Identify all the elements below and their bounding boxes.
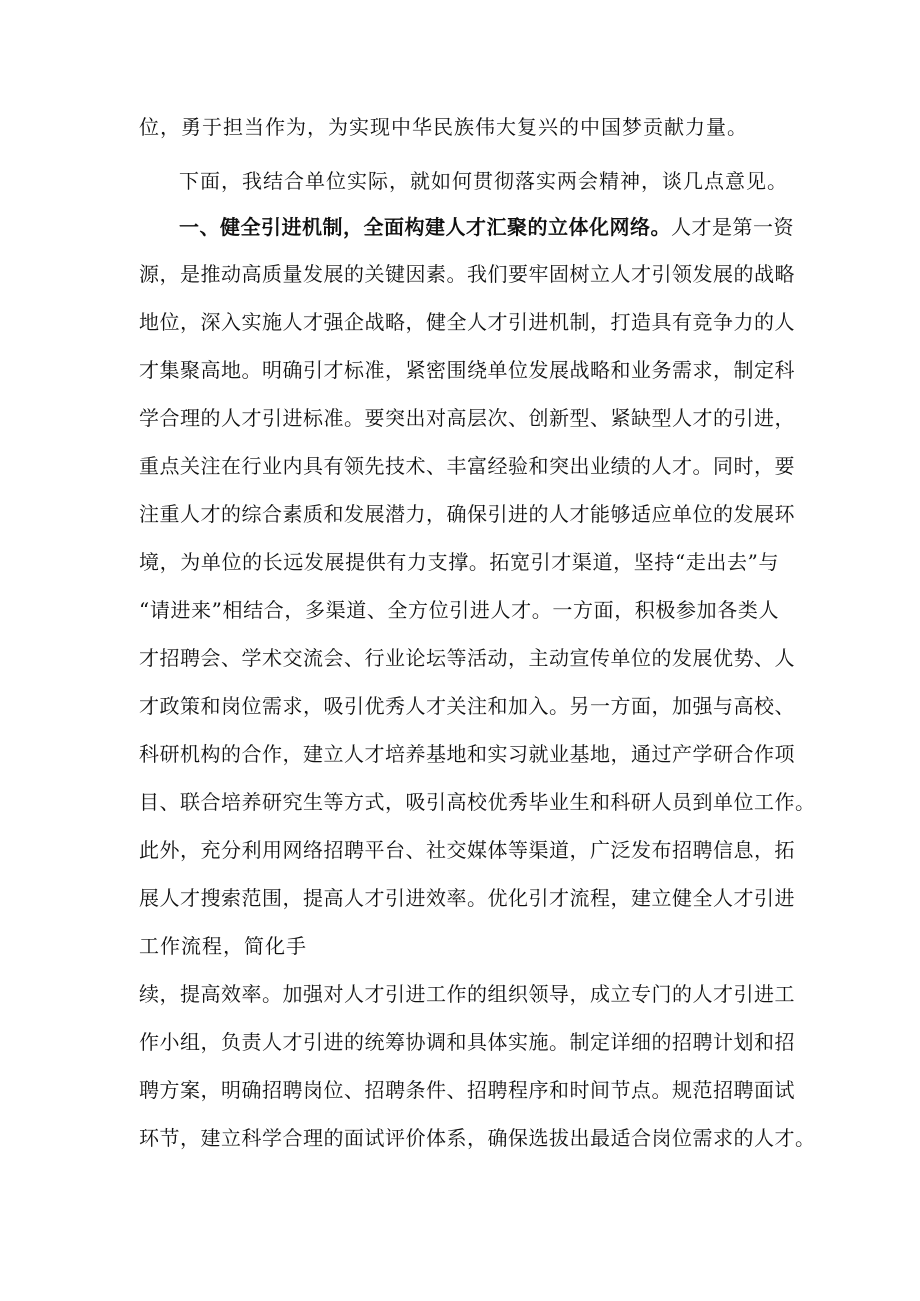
paragraph-line: 学合理的人才引进标准。要突出对高层次、创新型、紧缺型人才的引进， — [139, 406, 795, 430]
paragraph-line: 位，勇于担当作为，为实现中华民族伟大复兴的中国梦贡献力量。 — [139, 115, 748, 139]
paragraph-line: 注重人才的综合素质和发展潜力，确保引进的人才能够适应单位的发展环 — [139, 502, 795, 526]
paragraph-line — [179, 204, 794, 250]
paragraph-line: 聘方案，明确招聘岗位、招聘条件、招聘程序和时间节点。规范招聘面试 — [139, 1078, 795, 1102]
paragraph-line: 地位，深入实施人才强企战略，健全人才引进机制，打造具有竞争力的人 — [139, 310, 795, 334]
section-heading: 一、健全引进机制，全面构建人才汇聚的立体化网络。 — [179, 215, 671, 239]
paragraph-line: 目、联合培养研究生等方式，吸引高校优秀毕业生和科研人员到单位工作。 — [139, 790, 816, 814]
paragraph-line: 科研机构的合作，建立人才培养基地和实习就业基地，通过产学研合作项 — [139, 742, 795, 766]
paragraph-line: 下面，我结合单位实际，就如何贯彻落实两会精神，谈几点意见。 — [179, 169, 788, 193]
paragraph-line: 作小组，负责人才引进的统筹协调和具体实施。制定详细的招聘计划和招 — [139, 1030, 795, 1054]
paragraph-line: 才招聘会、学术交流会、行业论坛等活动，主动宣传单位的发展优势、人 — [139, 646, 795, 670]
paragraph-line: 展人才搜索范围，提高人才引进效率。优化引才流程，建立健全人才引进 — [139, 886, 795, 910]
paragraph-line: 工作流程，简化手 — [139, 934, 307, 958]
paragraph-line: 重点关注在行业内具有领先技术、丰富经验和突出业绩的人才。同时，要 — [139, 454, 795, 478]
paragraph-line: 此外，充分利用网络招聘平台、社交媒体等渠道，广泛发布招聘信息，拓 — [139, 838, 795, 862]
paragraph-text: 人才是第一资 — [671, 215, 794, 239]
paragraph-line: “请进来”相结合，多渠道、全方位引进人才。一方面，积极参加各类人 — [139, 598, 779, 622]
paragraph-line: 才政策和岗位需求，吸引优秀人才关注和加入。另一方面，加强与高校、 — [139, 694, 795, 718]
paragraph-line: 境，为单位的长远发展提供有力支撑。拓宽引才渠道，坚持“走出去”与 — [139, 550, 779, 574]
paragraph-line: 续，提高效率。加强对人才引进工作的组织领导，成立专门的人才引进工 — [139, 982, 795, 1006]
paragraph-line: 源，是推动高质量发展的关键因素。我们要牢固树立人才引领发展的战略 — [139, 262, 795, 286]
paragraph-line: 环节，建立科学合理的面试评价体系，确保选拔出最适合岗位需求的人才。 — [139, 1126, 816, 1150]
paragraph-line: 才集聚高地。明确引才标准，紧密围绕单位发展战略和业务需求，制定科 — [139, 358, 795, 382]
